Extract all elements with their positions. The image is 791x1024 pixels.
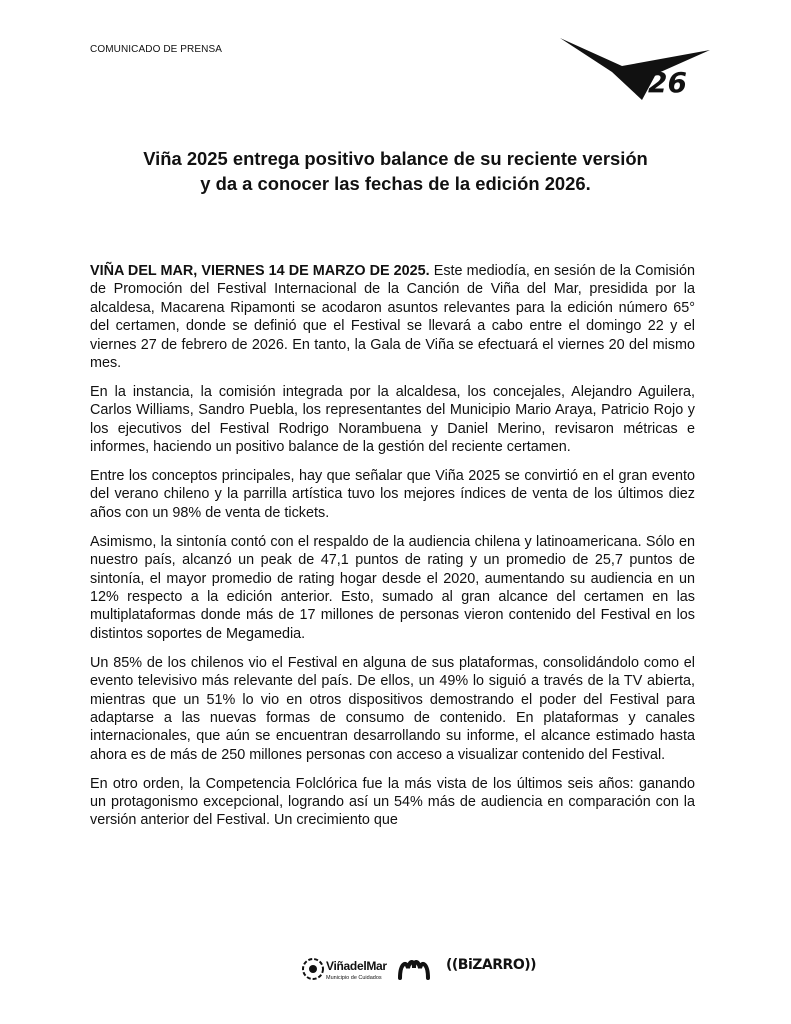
vina-del-mar-logo-subtext: Municipio de Cuidados (326, 975, 382, 981)
vina-del-mar-logo-text: ViñadelMar (326, 959, 387, 973)
document-header-label: COMUNICADO DE PRENSA (90, 44, 223, 55)
paragraph-6: En otro orden, la Competencia Folclórica fue la más vista de los últimos seis años: ganando un protagonismo excepcional, logrando así un 54% más de audiencia en comparación con la versión anterior del Festival. Un crecimiento que (90, 775, 695, 829)
bizarro-logo: ((BiZARRO)) (446, 957, 537, 973)
logo-number: 26 (648, 66, 687, 99)
paragraph-5: Un 85% de los chilenos vio el Festival en alguna de sus plataformas, consolidándolo como el evento televisivo más relevante del país. De ellos, un 49% lo siguió a través de la TV abierta, mientras que un 51% lo vio en otros dispositivos demostrando el poder del Festival para adaptarse a las nuevas formas de consumo de contenido. En plataformas y canales internacionales, que aún se encuentran desarrollando su informe, el alcance estimado hasta ahora es de más de 250 millones personas con acceso a visualizar contenido del Festival. (90, 654, 695, 763)
festival-26-logo (560, 34, 710, 108)
paragraph-1 (90, 262, 695, 372)
mega-logo-icon (396, 958, 432, 980)
paragraph-4: Asimismo, la sintonía contó con el respaldo de la audiencia chilena y latinoamericana. Sólo en nuestro país, alcanzó un peak de 47,1 puntos de rating y un promedio de 25,7 puntos de sintonía, el mayor promedio de rating hogar desde el 2020, aumentando su audiencia en un 12% respecto a la edición anterior. Esto, sumado al gran alcance del certamen en las multiplataformas donde más de 17 millones de personas vieron contenido del Festival en los distintos soportes de Megamedia. (90, 533, 695, 642)
dateline: VIÑA DEL MAR, VIERNES 14 DE MARZO DE 2025. (90, 263, 430, 279)
title-line-2: y da a conocer las fechas de la edición 2026. (200, 173, 591, 194)
paragraph-3: Entre los conceptos principales, hay que señalar que Viña 2025 se convirtió en el gran evento del verano chileno y la parrilla artística tuvo los mejores índices de venta de los últimos diez años con un 98% de venta de tickets. (90, 468, 695, 521)
title-line-1: Viña 2025 entrega positivo balance de su reciente versión (143, 148, 648, 169)
paragraph-1-text: Este mediodía, en sesión de la Comisión de Promoción del Festival Internacional de la Canción de Viña del Mar, presidida por la alcaldesa, Macarena Ripamonti se acodaron asuntos relevantes para la edición número 65° del certamen, donde se definió que el Festival se llevará a cabo entre el domingo 22 y el viernes 27 de febrero de 2026. En tanto, la Gala de Viña se efectuará el viernes 20 del mismo mes. (90, 263, 695, 372)
press-release-title (60, 146, 731, 196)
footer-logos (0, 946, 791, 990)
press-release-body (90, 262, 695, 840)
paragraph-2: En la instancia, la comisión integrada por la alcaldesa, los concejales, Alejandro Aguilera, Carlos Williams, Sandro Puebla, los representantes del Municipio Mario Araya, Patricio Rojo y los ejecutivos del Festival Rodrigo Norambuena y Daniel Merino, revisaron métricas e informes, haciendo un positivo balance de la gestión del reciente certamen. (90, 383, 695, 456)
